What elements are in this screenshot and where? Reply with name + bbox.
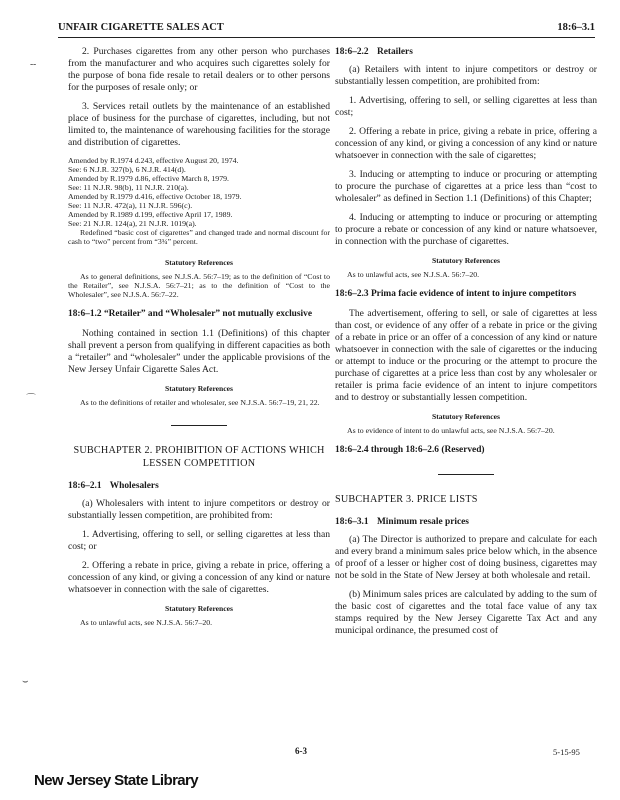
library-stamp: New Jersey State Library [34, 772, 199, 789]
paragraph: 2. Offering a rebate in price, giving a rebate in price, offering a concession of any kind, or giving a concession of any kind or nature whatsoever in connection with the sale of cigarettes. [68, 560, 330, 595]
section-title: Retailers [376, 47, 413, 57]
history-line: See: 11 N.J.R. 98(b), 11 N.J.R. 210(a). [68, 183, 189, 192]
header-rule [58, 37, 595, 38]
history-line: Amended by R.1979 d.86, effective March 8, 1979. [68, 174, 229, 183]
running-header [58, 22, 595, 38]
paragraph: (b) Minimum sales prices are calculated by adding to the sum of the basic cost of cigarettes and the total face value of any tax stamps required by the New Jersey Cigarette Tax Act and any municipal ordinance, the presumed cost of [335, 589, 597, 636]
statutory-references-title: Statutory References [165, 384, 233, 393]
right-column [335, 46, 597, 644]
paragraph: 2. Purchases cigarettes from any other person who purchases from the manufacturer and who acquires such cigarettes solely for the purpose of bona fide resale to retail dealers or to other persons for the purposes of resale only; or [68, 46, 330, 93]
statutory-references-text: As to unlawful acts, see N.J.S.A. 56:7–20. [80, 618, 213, 627]
history-line: See: 6 N.J.R. 327(b), 6 N.J.R. 414(d). [68, 165, 186, 174]
section-number: 18:6–3.1 [335, 517, 369, 527]
paragraph: 1. Advertising, offering to sell, or selling cigarettes at less than cost; or [68, 529, 330, 552]
paragraph: 2. Offering a rebate in price, giving a rebate in price, offering a concession of any kind, or giving a concession of any kind or nature whatsoever in connection with the sale of cigarettes; [335, 126, 597, 161]
margin-mark: ⌣ [22, 676, 29, 687]
paragraph: (a) The Director is authorized to prepare and calculate for each and every brand a minimum sales price below which, in the absence of proof of a lesser or higher cost of doing business, cigarettes may not be sold in the State of New Jersey at both wholesale and retail. [335, 534, 597, 581]
history-line: Amended by R.1989 d.199, effective April 17, 1989. [68, 210, 233, 219]
history-line: Amended by R.1974 d.243, effective August 20, 1974. [68, 156, 239, 165]
section-heading [68, 308, 330, 320]
section-number: 18:6–1.2 [68, 309, 102, 319]
section-divider [438, 474, 494, 475]
section-heading [335, 288, 597, 300]
subchapter-heading: SUBCHAPTER 2. PROHIBITION OF ACTIONS WHICH LESSEN COMPETITION [73, 445, 325, 469]
paragraph: 4. Inducing or attempting to induce or procuring or attempting to procure a rebate or concession of any kind or nature whatsoever, in connection with the purchase of cigarettes. [335, 212, 597, 247]
statutory-references-text: As to unlawful acts, see N.J.S.A. 56:7–20. [347, 270, 480, 279]
statutory-references-title: Statutory References [432, 412, 500, 421]
section-heading [68, 480, 330, 492]
section-number: 18:6–2.3 [335, 289, 369, 299]
revision-date: 5-15-95 [553, 747, 580, 757]
paragraph: 3. Services retail outlets by the maintenance of an established place of business for the purchase of cigarettes, including, but not limited to, the maintenance of warehousing facilities for the storage and distribution of cigarettes. [68, 101, 330, 148]
history-line: See: 11 N.J.R. 472(a), 11 N.J.R. 596(c). [68, 201, 193, 210]
statutory-references-text: As to general definitions, see N.J.S.A. 56:7–19; as to the definition of “Cost to the Retailer”, see N.J.S.A. 56:7–21; as to the definition of “Cost to the Wholesaler”, see N.J.S.A. 56:7–22. [68, 272, 330, 299]
header-title: UNFAIR CIGARETTE SALES ACT [58, 22, 224, 33]
left-column [68, 46, 330, 636]
section-title: Wholesalers [109, 481, 159, 491]
section-title: Minimum resale prices [376, 517, 469, 527]
margin-mark: ⌒ [26, 394, 36, 405]
statutory-references-text: As to evidence of intent to do unlawful acts, see N.J.S.A. 56:7–20. [347, 426, 555, 435]
section-title: Prima facie evidence of intent to injure competitors [370, 289, 577, 299]
section-number: 18:6–2.2 [335, 47, 369, 57]
statutory-references-title: Statutory References [165, 604, 233, 613]
paragraph: 3. Inducing or attempting to induce or procuring or attempting to procure the purchase of cigarettes at a price less than “cost to wholesaler” as defined in Section 1.1 (Definitions) of this Chapter; [335, 169, 597, 204]
section-heading [335, 516, 597, 528]
section-title: “Retailer” and “Wholesaler” not mutually exclusive [103, 309, 312, 319]
paragraph: Nothing contained in section 1.1 (Definitions) of this chapter shall prevent a person from qualifying in different capacities as both a “retailer” and “wholesaler” under the applicable provisions of the New Jersey Unfair Cigarette Sales Act. [68, 328, 330, 375]
history-line: Redefined “basic cost of cigarettes” and changed trade and normal discount for cash to “two” percent from “3¾” percent. [68, 228, 330, 246]
statutory-references-title: Statutory References [165, 258, 233, 267]
statutory-references-title: Statutory References [432, 256, 500, 265]
header-section: 18:6–3.1 [557, 22, 595, 33]
section-divider [171, 425, 227, 426]
history-notes [68, 156, 330, 246]
section-number: 18:6–2.1 [68, 481, 102, 491]
paragraph: 1. Advertising, offering to sell, or selling cigarettes at less than cost; [335, 95, 597, 118]
subchapter-heading: SUBCHAPTER 3. PRICE LISTS [335, 494, 478, 505]
page-number: 6-3 [295, 746, 307, 756]
paragraph: (a) Retailers with intent to injure competitors or destroy or substantially lessen competition, are prohibited from: [335, 64, 597, 87]
history-line: See: 21 N.J.R. 124(a), 21 N.J.R. 1019(a). [68, 219, 197, 228]
section-heading [335, 46, 597, 58]
history-line: Amended by R.1979 d.416, effective October 18, 1979. [68, 192, 242, 201]
reserved-sections-heading: 18:6–2.4 through 18:6–2.6 (Reserved) [335, 445, 485, 455]
statutory-references-text: As to the definitions of retailer and wholesaler, see N.J.S.A. 56:7–19, 21, 22. [80, 398, 320, 407]
margin-mark: ╌ [30, 60, 37, 71]
paragraph: The advertisement, offering to sell, or sale of cigarettes at less than cost, or evidence of any offer of a rebate in price or the giving of a rebate in price or an offer of a concession of any kind or nature whatsoever in connection with the sale of cigarettes or the inducing or attempt to induce or the procuring or the attempt to procure the purchase of cigarettes at a price less than cost by any wholesaler or retailer is prima facie evidence of an intent to injure competitors and to destroy or substantially lessen competition. [335, 308, 597, 403]
paragraph: (a) Wholesalers with intent to injure competitors or destroy or substantially lessen competition, are prohibited from: [68, 498, 330, 521]
